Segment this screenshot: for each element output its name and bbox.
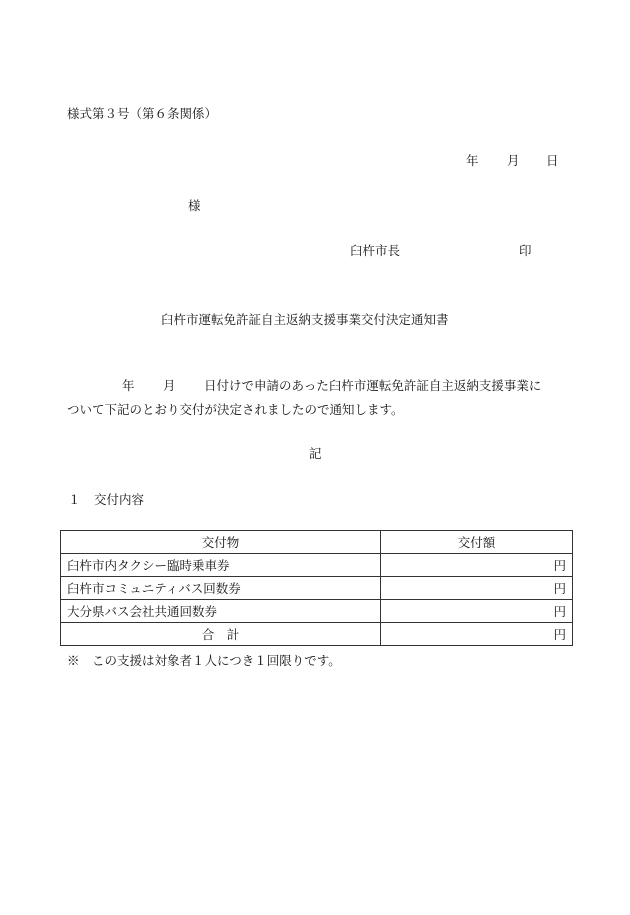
seal-mark: 印 [519,243,532,258]
table-row [61,554,573,577]
body-month-label: 月 [163,378,176,393]
table-row [61,577,573,600]
row-item: 臼杵市コミュニティバス回数券 [61,577,381,600]
table-row [61,600,573,623]
row-amount-unit: 円 [381,554,573,577]
header-item: 交付物 [61,531,381,554]
section-title: 交付内容 [94,492,145,507]
sender-title: 臼杵市長 [350,243,401,258]
date-day-label: 日 [546,153,559,168]
body-year-label: 年 [122,378,135,393]
total-amount-unit: 円 [381,623,573,646]
total-label: 合 計 [61,623,381,646]
total-row [61,623,573,646]
row-item: 大分県バス会社共通回数券 [61,600,381,623]
body-line2: ついて下記のとおり交付が決定されましたので通知します。 [67,402,404,417]
date-year-label: 年 [466,153,479,168]
row-amount-unit: 円 [381,577,573,600]
ki-heading: 記 [309,446,322,461]
row-amount-unit: 円 [381,600,573,623]
section-number: １ [68,492,81,507]
document-title: 臼杵市運転免許証自主返納支援事業交付決定通知書 [161,312,449,327]
table-header-row [61,531,573,554]
row-item: 臼杵市内タクシー臨時乗車券 [61,554,381,577]
date-month-label: 月 [507,153,520,168]
form-number: 様式第３号（第６条関係） [67,106,218,121]
note-text: ※ この支援は対象者１人につき１回限りです。 [67,653,341,668]
grant-table [60,530,573,646]
body-line1-rest: 日付けで申請のあった臼杵市運転免許証自主返納支援事業に [204,378,542,393]
header-amount: 交付額 [381,531,573,554]
addressee-suffix: 様 [188,198,201,213]
